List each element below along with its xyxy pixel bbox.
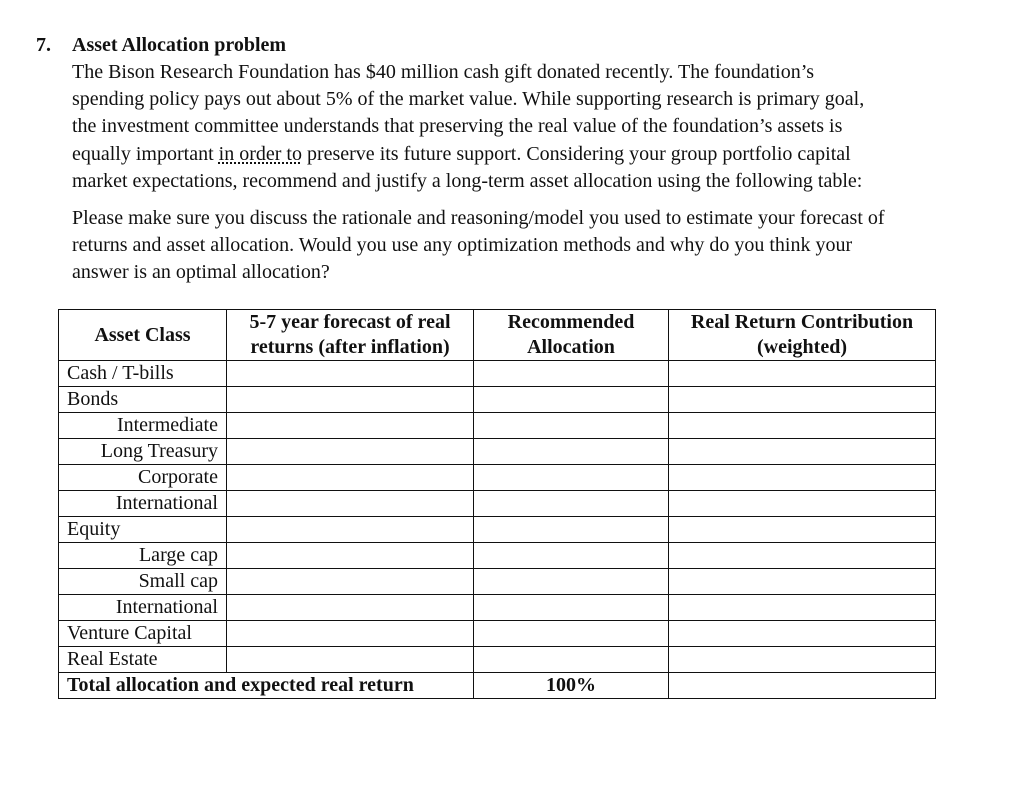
contribution-cell[interactable] — [669, 361, 936, 387]
forecast-cell[interactable] — [227, 465, 474, 491]
forecast-cell[interactable] — [227, 621, 474, 647]
asset-label-long-treasury: Long Treasury — [59, 439, 227, 465]
asset-label-real-estate: Real Estate — [59, 647, 227, 673]
para1-line2: spending policy pays out about 5% of the market value. While supporting research is primary goal, — [72, 88, 865, 111]
asset-label-bonds-international: International — [59, 491, 227, 517]
para2-line3: answer is an optimal allocation? — [72, 261, 330, 284]
forecast-cell[interactable] — [227, 491, 474, 517]
asset-allocation-table — [58, 309, 936, 699]
allocation-cell[interactable] — [474, 361, 669, 387]
contribution-cell[interactable] — [669, 543, 936, 569]
asset-label-small-cap: Small cap — [59, 569, 227, 595]
contribution-cell[interactable] — [669, 387, 936, 413]
table-header-row — [59, 310, 936, 361]
contribution-cell[interactable] — [669, 595, 936, 621]
asset-label-equity-international: International — [59, 595, 227, 621]
table-row — [59, 361, 936, 387]
contribution-cell[interactable] — [669, 439, 936, 465]
question-paragraph-2 — [72, 205, 977, 287]
asset-label-bonds: Bonds — [59, 387, 227, 413]
header-recommended-allocation — [474, 310, 669, 361]
question-number: 7. — [36, 34, 51, 56]
asset-label-venture-capital: Venture Capital — [59, 621, 227, 647]
forecast-cell[interactable] — [227, 647, 474, 673]
forecast-cell[interactable] — [227, 439, 474, 465]
allocation-cell[interactable] — [474, 491, 669, 517]
header-forecast — [227, 310, 474, 361]
allocation-cell[interactable] — [474, 647, 669, 673]
header-forecast-line1: 5-7 year forecast of real — [249, 311, 451, 333]
allocation-cell[interactable] — [474, 439, 669, 465]
header-asset-class: Asset Class — [59, 310, 227, 361]
para1-line5: market expectations, recommend and justify a long-term asset allocation using the following table: — [72, 169, 863, 192]
contribution-cell[interactable] — [669, 647, 936, 673]
table-row — [59, 465, 936, 491]
table-row — [59, 387, 936, 413]
allocation-cell[interactable] — [474, 621, 669, 647]
table-row — [59, 647, 936, 673]
table-row — [59, 595, 936, 621]
header-forecast-line2: returns (after inflation) — [250, 336, 450, 358]
header-allocation-line1: Recommended — [507, 311, 635, 333]
table-row — [59, 621, 936, 647]
asset-label-large-cap: Large cap — [59, 543, 227, 569]
allocation-cell[interactable] — [474, 543, 669, 569]
asset-label-intermediate: Intermediate — [59, 413, 227, 439]
asset-label-cash: Cash / T-bills — [59, 361, 227, 387]
contribution-cell[interactable] — [669, 465, 936, 491]
grammar-flagged-phrase: in order to — [218, 142, 302, 165]
forecast-cell[interactable] — [227, 595, 474, 621]
asset-label-equity: Equity — [59, 517, 227, 543]
forecast-cell[interactable] — [227, 361, 474, 387]
contribution-cell[interactable] — [669, 621, 936, 647]
contribution-cell[interactable] — [669, 569, 936, 595]
question-paragraph-1 — [72, 59, 977, 195]
forecast-cell[interactable] — [227, 569, 474, 595]
para2-line1: Please make sure you discuss the rationale and reasoning/model you used to estimate your forecast of — [72, 207, 885, 230]
table-row — [59, 413, 936, 439]
para1-line3: the investment committee understands that preserving the real value of the foundation’s assets is — [72, 115, 843, 138]
para1-line1: The Bison Research Foundation has $40 million cash gift donated recently. The foundation’s — [72, 61, 815, 83]
forecast-cell[interactable] — [227, 517, 474, 543]
para2-line2: returns and asset allocation. Would you use any optimization methods and why do you think your — [72, 234, 853, 257]
question-title: Asset Allocation problem — [72, 34, 287, 56]
header-contribution-line2: (weighted) — [757, 336, 847, 358]
total-row — [59, 673, 936, 699]
forecast-cell[interactable] — [227, 543, 474, 569]
allocation-cell[interactable] — [474, 517, 669, 543]
header-real-return-contribution — [669, 310, 936, 361]
forecast-cell[interactable] — [227, 387, 474, 413]
allocation-cell[interactable] — [474, 413, 669, 439]
allocation-cell[interactable] — [474, 595, 669, 621]
table-row — [59, 517, 936, 543]
table-row — [59, 543, 936, 569]
total-allocation: 100% — [474, 673, 669, 699]
asset-label-corporate: Corporate — [59, 465, 227, 491]
allocation-cell[interactable] — [474, 387, 669, 413]
para1-line4b: preserve its future support. Considering your group portfolio capital — [301, 142, 851, 165]
para1-line4a: equally important — [72, 142, 219, 165]
contribution-cell[interactable] — [669, 413, 936, 439]
forecast-cell[interactable] — [227, 413, 474, 439]
table-row — [59, 569, 936, 595]
allocation-cell[interactable] — [474, 465, 669, 491]
allocation-cell[interactable] — [474, 569, 669, 595]
total-contribution-cell[interactable] — [669, 673, 936, 699]
question-body — [72, 32, 977, 287]
table-row — [59, 491, 936, 517]
table-row — [59, 439, 936, 465]
header-contribution-line1: Real Return Contribution — [690, 311, 914, 333]
contribution-cell[interactable] — [669, 491, 936, 517]
total-label: Total allocation and expected real return — [59, 673, 474, 699]
header-allocation-line2: Allocation — [527, 336, 615, 358]
contribution-cell[interactable] — [669, 517, 936, 543]
